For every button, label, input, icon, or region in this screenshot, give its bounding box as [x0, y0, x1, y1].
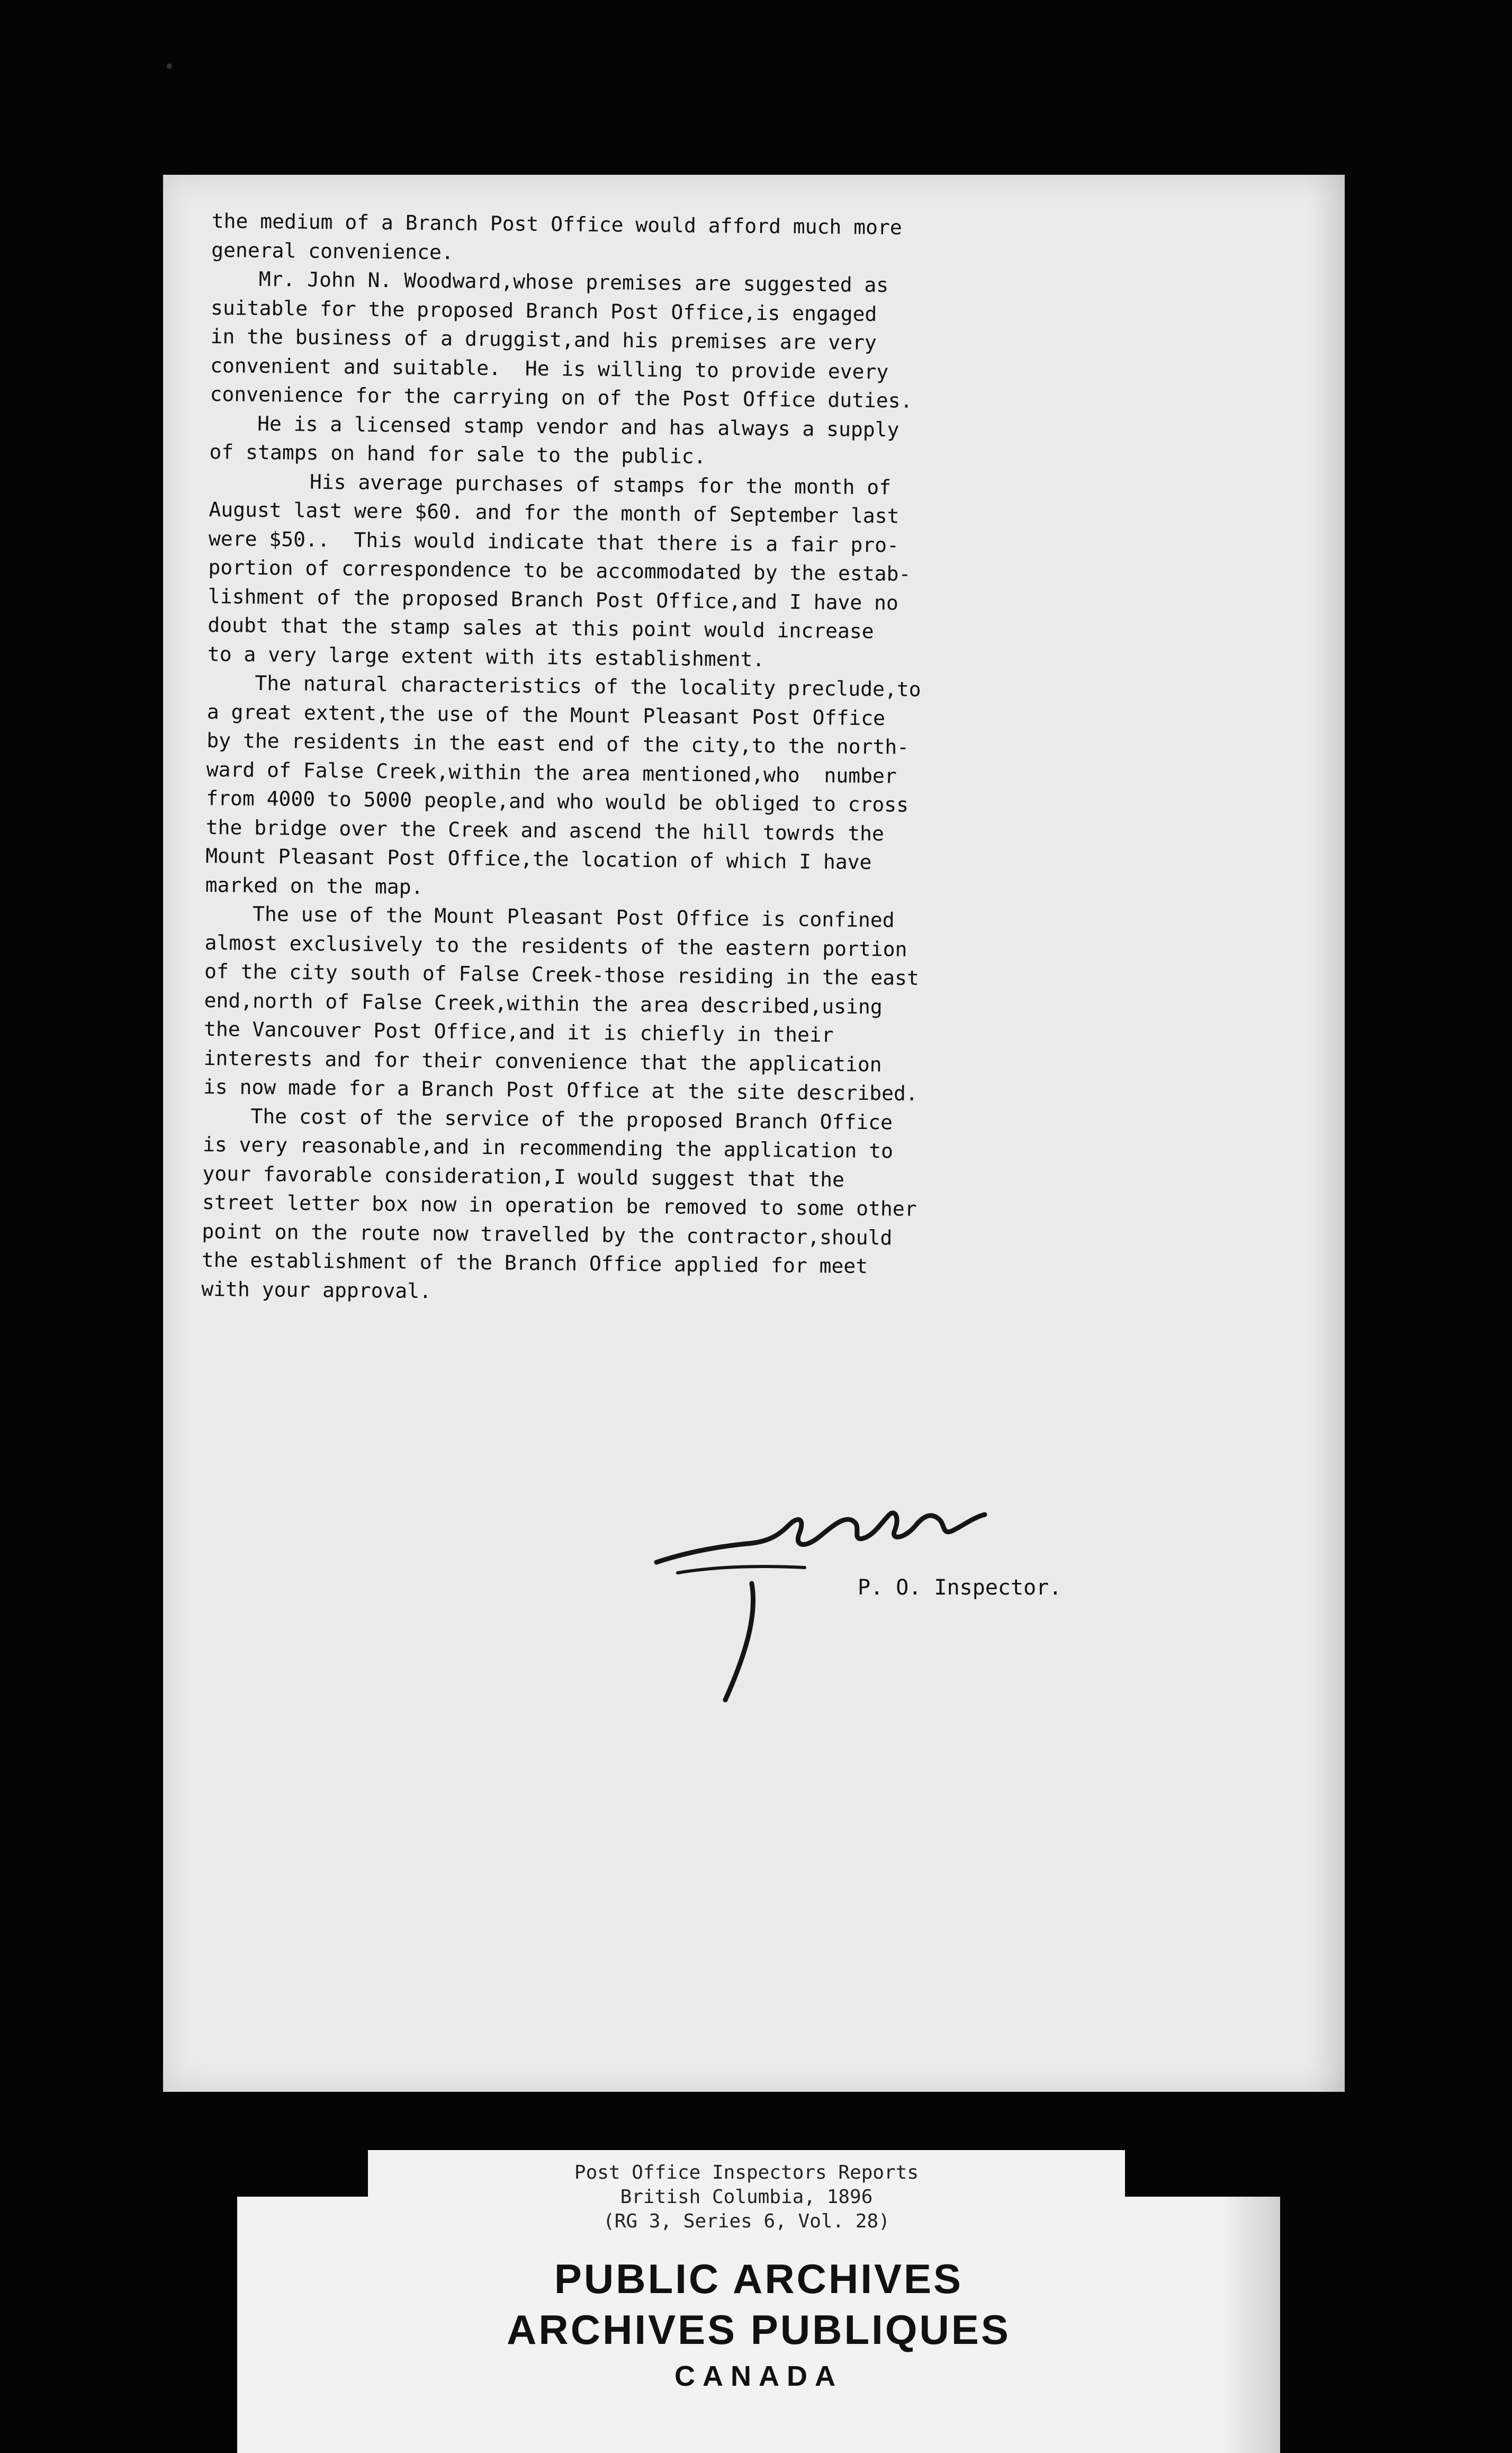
handwritten-signature — [646, 1493, 1122, 1716]
letter-line: point on the route now travelled by the contractor,should — [202, 1219, 893, 1249]
letter-line: The cost of the service of the proposed Branch Office — [250, 1104, 893, 1134]
letter-line: by the residents in the east end of the city,to the north- — [206, 728, 910, 759]
letter-line: ward of False Creek,within the area mentioned,who number — [206, 757, 897, 787]
archives-stamp — [237, 2253, 1280, 2397]
letter-line: end,north of False Creek,within the area described,using — [204, 988, 883, 1018]
letter-line: lishment of the proposed Branch Post Office,and I have no — [208, 584, 899, 614]
letter-line: He is a licensed stamp vendor and has always a supply — [257, 411, 899, 441]
letter-line: of stamps on hand for sale to the public. — [209, 440, 706, 468]
letter-line: The use of the Mount Pleasant Post Office is confined — [252, 902, 895, 932]
letter-line: doubt that the stamp sales at this point would increase — [208, 613, 874, 643]
letter-line: interests and for their convenience that the application — [203, 1046, 882, 1076]
letter-line: of the city south of False Creek-those residing in the east — [204, 959, 920, 990]
letter-line: marked on the map. — [205, 873, 424, 899]
letter-line: convenient and suitable. He is willing to provide every — [210, 353, 889, 383]
letter-line: August last were $60. and for the month of September last — [209, 497, 899, 528]
reference-line: British Columbia, 1896 — [620, 2186, 873, 2208]
letter-line: from 4000 to 5000 people,and who would be obliged to cross — [206, 786, 909, 817]
letter-line: convenience for the carrying on of the Post Office duties. — [210, 382, 913, 413]
letter-line: your favorable consideration,I would suggest that the — [202, 1161, 845, 1192]
letter-line: in the business of a druggist,and his premises are very — [210, 324, 877, 355]
letter-line: almost exclusively to the residents of the eastern portion — [204, 930, 907, 961]
letter-line: with your approval. — [201, 1277, 432, 1303]
letter-line: the bridge over the Creek and ascend the hill towrds the — [205, 815, 885, 845]
letter-line: were $50.. This would indicate that there is a fair pro- — [208, 526, 899, 557]
letter-line: the establishment of the Branch Office applied for meet — [201, 1248, 868, 1278]
reference-line: Post Office Inspectors Reports — [574, 2162, 919, 2183]
letter-line: street letter box now in operation be removed to some other — [202, 1190, 917, 1221]
letter-line: His average purchases of stamps for the month of — [309, 470, 892, 499]
archives-title-fr: ARCHIVES PUBLIQUES — [507, 2306, 1011, 2353]
letter-line: Mount Pleasant Post Office,the location of which I have — [205, 844, 872, 874]
signature-title: P. O. Inspector. — [858, 1575, 1062, 1600]
archive-reference-label — [368, 2150, 1125, 2256]
letter-line: a great extent,the use of the Mount Pleasant Post Office — [206, 700, 886, 730]
paper-speck — [167, 64, 172, 69]
archives-country: CANADA — [674, 2360, 843, 2392]
letter-line: is now made for a Branch Post Office at the site described. — [203, 1075, 919, 1105]
letter-line: is very reasonable,and in recommending the application to — [202, 1132, 894, 1163]
letter-body — [201, 207, 1133, 1312]
page-edge-shadow — [1308, 175, 1345, 2092]
letter-line: to a very large extent with its establishment. — [207, 642, 765, 671]
letter-line: Mr. John N. Woodward,whose premises are suggested as — [258, 267, 889, 297]
letter-line: the Vancouver Post Office,and it is chiefly in their — [203, 1017, 834, 1047]
archives-title-en: PUBLIC ARCHIVES — [554, 2255, 964, 2302]
letter-line: portion of correspondence to be accommodated by the estab- — [208, 555, 911, 586]
letter-line: suitable for the proposed Branch Post Office,is engaged — [210, 296, 877, 326]
letter-line: the medium of a Branch Post Office would afford much more — [211, 209, 902, 239]
letter-line: The natural characteristics of the locality preclude,to — [255, 671, 921, 701]
reference-line: (RG 3, Series 6, Vol. 28) — [603, 2210, 890, 2232]
letter-line: general convenience. — [211, 238, 454, 264]
